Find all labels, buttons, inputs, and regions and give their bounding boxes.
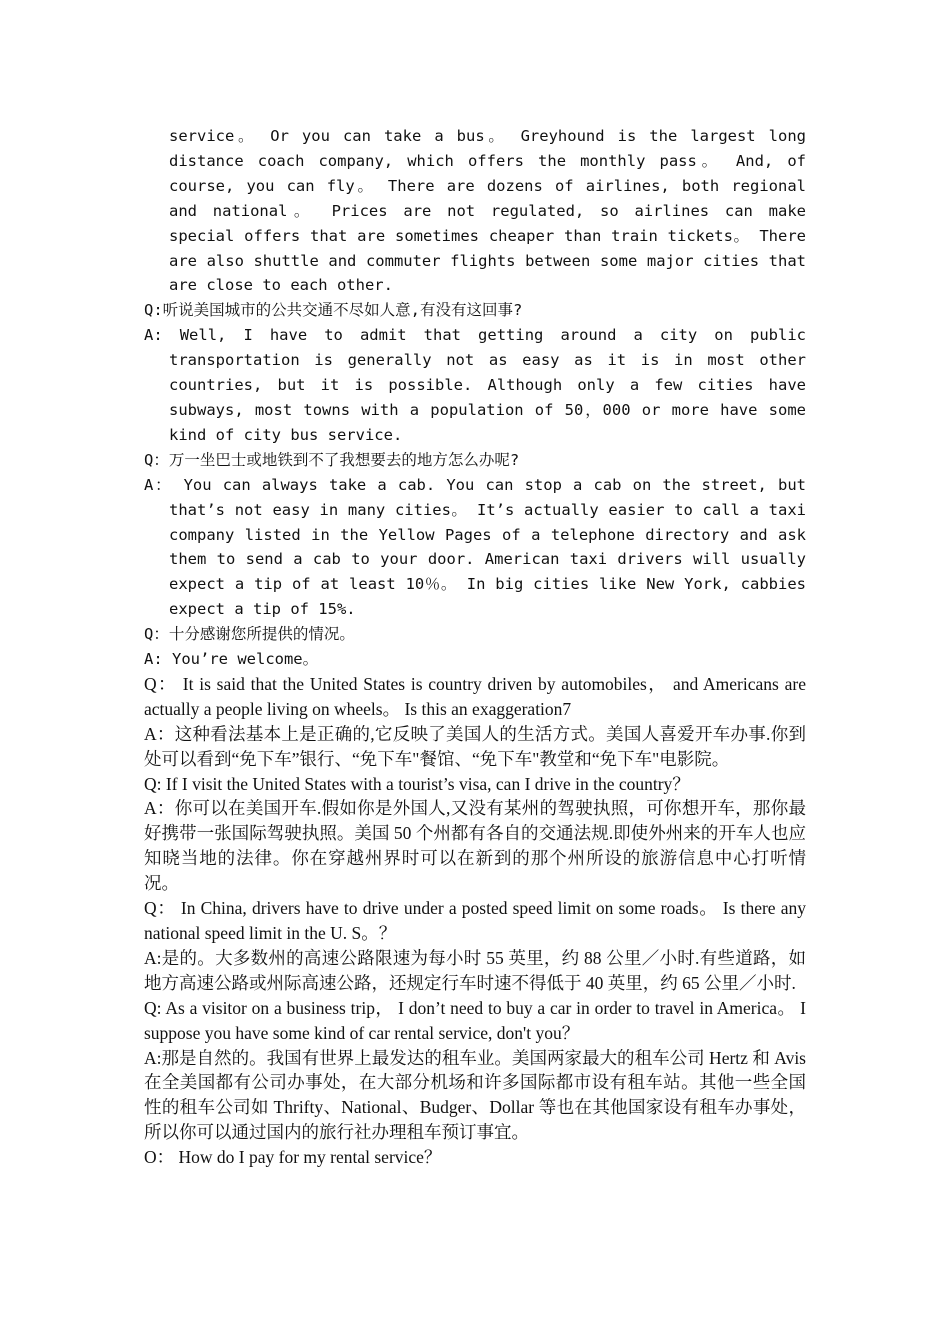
paragraph-transport-options: service。 Or you can take a bus。 Greyhound is the largest long distance coach company, which offers the monthly pass。 And, of course, you can fly。 There are dozens of airlines, both regional and national。 Prices are not regulated, so airlines can make special offers that are sometimes cheaper than train tickets。 There are also shuttle and commuter flights between some major cities that are close to each other. <box>169 127 806 295</box>
question-bus-subway: Q：万一坐巴士或地铁到不了我想要去的地方怎么办呢? <box>144 450 520 469</box>
question-tourist-visa: Q: If I visit the United States with a tourist’s visa, can I drive in the country？ <box>144 773 690 794</box>
answer-public-transport: A: Well, I have to admit that getting around a city on public transportation is generally not as easy as it is in most other countries, but it is possible. Although only a few cities have subways, most towns with a population of 50，000 or more have some kind of city bus service. <box>144 326 806 444</box>
question-speed-limit: Q： In China, drivers have to drive under a posted speed limit on some roads。 Is there any national speed limit in the U. S。？ <box>144 898 806 943</box>
answer-taxi: A： You can always take a cab. You can stop a cab on the street, but that’s not easy in many cities。 It’s actually easier to call a taxi company listed in the Yellow Pages of a telephone directory and ask them to send a cab to your door. American taxi drivers will usually expect a tip of at least 10％。 In big cities like New York, cabbies expect a tip of 15%. <box>144 475 806 619</box>
document-body <box>144 124 806 1170</box>
question-thanks: Q：十分感谢您所提供的情况。 <box>144 625 355 644</box>
question-automobiles: Q： It is said that the United States is country driven by automobiles， and Americans are actually a people living on wheels。 Is this an exaggeration7 <box>144 673 806 719</box>
answer-welcome: A: You’re welcome。 <box>144 650 319 669</box>
answer-automobiles: A：这种看法基本上是正确的,它反映了美国人的生活方式。美国人喜爱开车办事.你到处可以看到“免下车”银行、“免下车"餐馆、“免下车"教堂和“免下车"电影院。 <box>144 723 806 769</box>
question-payment: O： How do I pay for my rental service？ <box>144 1147 442 1168</box>
answer-tourist-visa: A：你可以在美国开车.假如你是外国人,又没有某州的驾驶执照，可你想开车，那你最好携带一张国际驾驶执照。美国 50 个州都有各自的交通法规.即使外州来的开车人也应知晓当地的法律。你在穿越州界时可以在新到的那个州所设的旅游信息中心打听情况。 <box>144 798 806 894</box>
question-car-rental: Q: As a visitor on a business trip， I don’t need to buy a car in order to travel in America。 I suppose you have some kind of car rental service, don't you？ <box>144 997 806 1043</box>
answer-speed-limit: A:是的。大多数州的高速公路限速为每小时 55 英里，约 88 公里／小时.有些道路，如地方高速公路或州际高速公路，还规定行车时速不得低于 40 英里，约 65 公里／小时. <box>144 947 806 993</box>
question-public-transport: Q:听说美国城市的公共交通不尽如人意,有没有这回事? <box>144 301 523 320</box>
answer-car-rental: A:那是自然的。我国有世界上最发达的租车业。美国两家最大的租车公司 Hertz 和 Avis 在全美国都有公司办事处，在大部分机场和许多国际都市设有租车站。其他一些全国性的租车公司如 Thrifty、National、Budger、Dollar 等也在其他国家设有租车办事处，所以你可以通过国内的旅行社办理租车预订事宜。 <box>144 1047 806 1143</box>
